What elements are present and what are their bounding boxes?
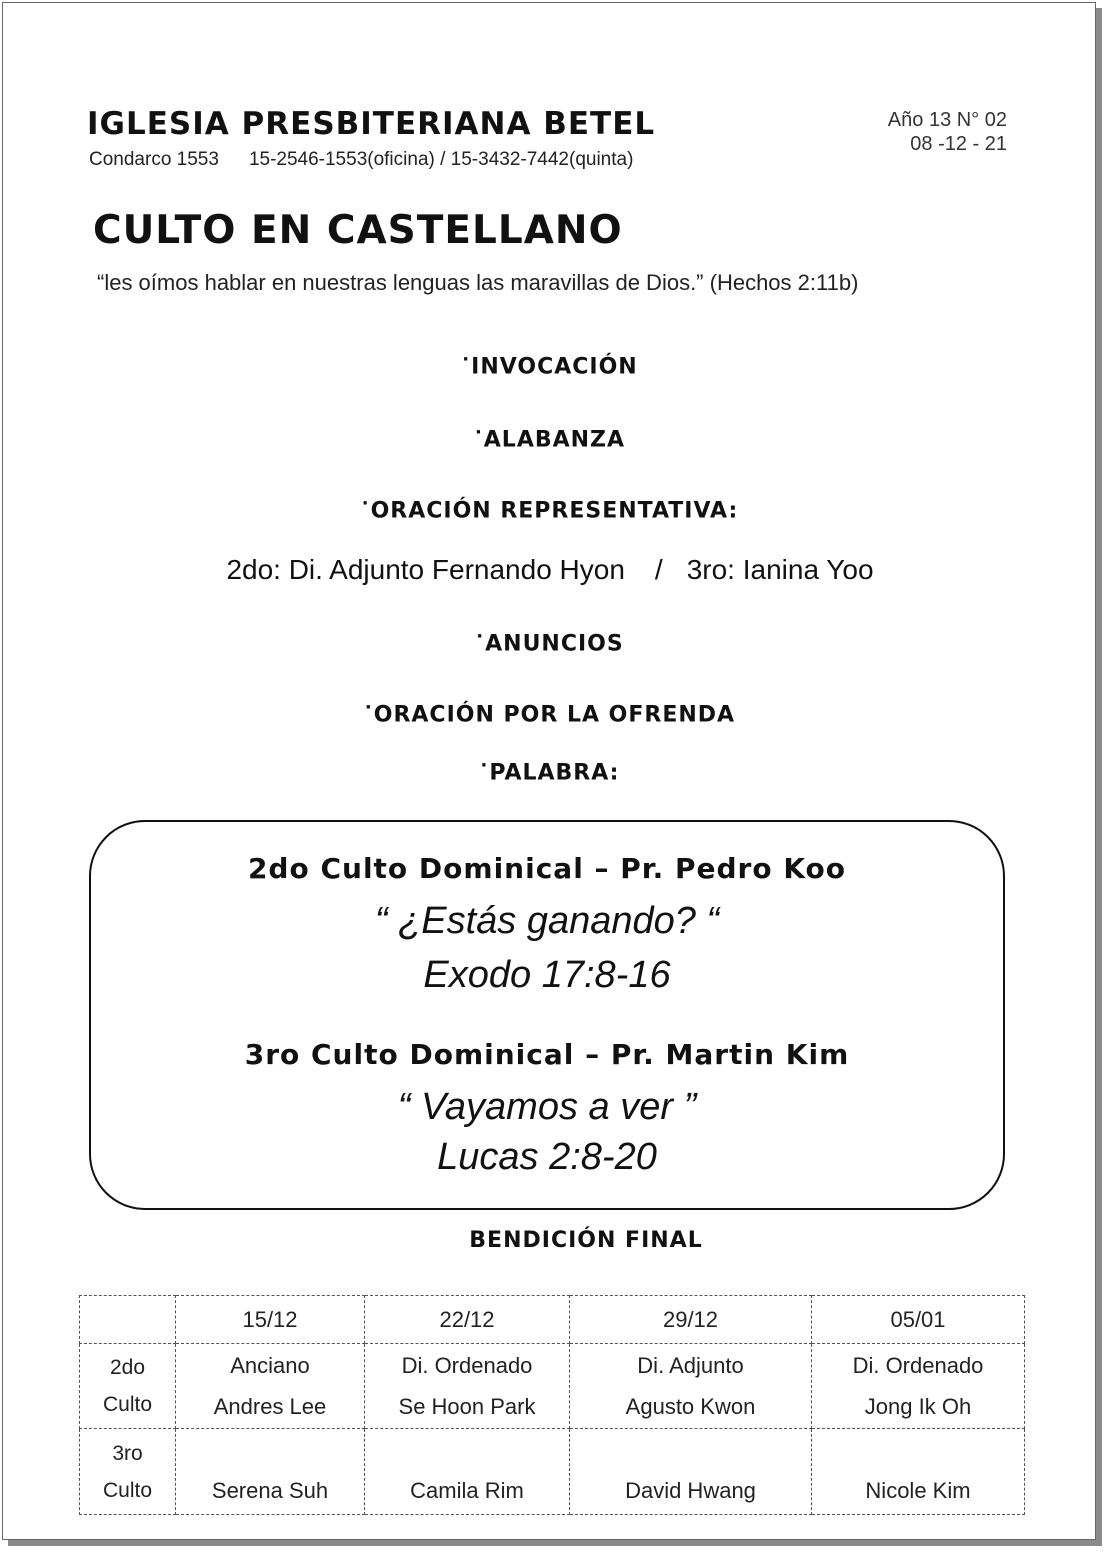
church-address: Condarco 1553 [89, 149, 219, 170]
schedule-cell: Nicole Kim [812, 1429, 1025, 1515]
schedule-cell [812, 1344, 1025, 1429]
cell-name: Se Hoon Park [398, 1394, 536, 1419]
schedule-cell: David Hwang [570, 1429, 812, 1515]
cell-role: Di. Ordenado [852, 1353, 984, 1378]
schedule-date: 15/12 [176, 1296, 365, 1344]
cell-role: Di. Ordenado [401, 1353, 533, 1378]
schedule-row-label [80, 1429, 176, 1515]
schedule-row-3ro [80, 1429, 1025, 1515]
order-oracion-ofrenda [3, 697, 1097, 727]
issue-date: 08 -12 - 21 [910, 133, 1007, 155]
row-label-b: Culto [102, 1393, 153, 1416]
schedule-cell [570, 1344, 812, 1429]
service-quote: “les oímos hablar en nuestras lenguas las maravillas de Dios.” (Hechos 2:11b) [97, 270, 859, 295]
sermon-heading: 3ro Culto Dominical – Pr. Martin Kim [244, 1038, 850, 1071]
schedule-cell: Serena Suh [176, 1429, 365, 1515]
sermon-box [89, 820, 1005, 1210]
order-anuncios-label: ANUNCIOS [485, 631, 624, 657]
order-oracion-representativa-label: ORACIÓN REPRESENTATIVA: [370, 498, 739, 524]
prayer-separator: / [654, 554, 663, 585]
sermon-passage: Lucas 2:8-20 [437, 1136, 657, 1178]
order-alabanza-label: ALABANZA [483, 427, 626, 453]
schedule-date: 05/01 [812, 1296, 1025, 1344]
schedule-date: 29/12 [570, 1296, 812, 1344]
church-name: IGLESIA PRESBITERIANA BETEL [87, 106, 656, 142]
sermon-passage: Exodo 17:8-16 [423, 954, 671, 996]
cell-name: Agusto Kwon [625, 1394, 756, 1419]
order-invocacion [3, 349, 1097, 379]
order-palabra-label: PALABRA: [489, 760, 620, 786]
order-palabra [3, 755, 1097, 785]
service-title: CULTO EN CASTELLANO [93, 208, 623, 253]
prayer-leaders [3, 554, 1097, 586]
order-bendicion: BENDICIÓN FINAL [469, 1228, 703, 1253]
order-anuncios [3, 626, 1097, 656]
prayer-leader-3ro: 3ro: Ianina Yoo [686, 554, 874, 585]
schedule-cell [365, 1344, 570, 1429]
cell-name: Jong Ik Oh [864, 1394, 972, 1419]
cell-role: Anciano [230, 1353, 310, 1378]
row-label-b: Culto [102, 1478, 153, 1502]
row-label-a: 3ro [112, 1441, 143, 1465]
order-oracion-representativa [3, 493, 1097, 523]
schedule-table [79, 1295, 1025, 1515]
order-oracion-ofrenda-label: ORACIÓN POR LA OFRENDA [373, 702, 736, 728]
cell-name: Andres Lee [213, 1394, 327, 1419]
order-alabanza [3, 422, 1097, 452]
row-label-a: 2do [109, 1356, 146, 1379]
issue-number: Año 13 N° 02 [887, 109, 1007, 131]
schedule-corner-cell [80, 1296, 176, 1344]
issue-info [888, 108, 1007, 156]
church-phones: 15-2546-1553(oficina) / 15-3432-7442(quinta) [248, 149, 634, 170]
schedule-header-row [80, 1296, 1025, 1344]
schedule-cell: Camila Rim [365, 1429, 570, 1515]
schedule-cell [176, 1344, 365, 1429]
sermon-heading: 2do Culto Dominical – Pr. Pedro Koo [247, 852, 847, 885]
prayer-leader-2do: 2do: Di. Adjunto Fernando Hyon [226, 554, 625, 585]
order-invocacion-label: INVOCACIÓN [471, 354, 638, 380]
bulletin-page [2, 2, 1096, 1540]
cell-role: Di. Adjunto [637, 1353, 744, 1378]
schedule-row-2do [80, 1344, 1025, 1429]
sermon-title: “ Vayamos a ver ” [397, 1086, 697, 1128]
sermon-title: “ ¿Estás ganando? “ [374, 900, 720, 942]
schedule-row-label [80, 1344, 176, 1429]
schedule-date: 22/12 [365, 1296, 570, 1344]
church-contact [89, 149, 633, 171]
